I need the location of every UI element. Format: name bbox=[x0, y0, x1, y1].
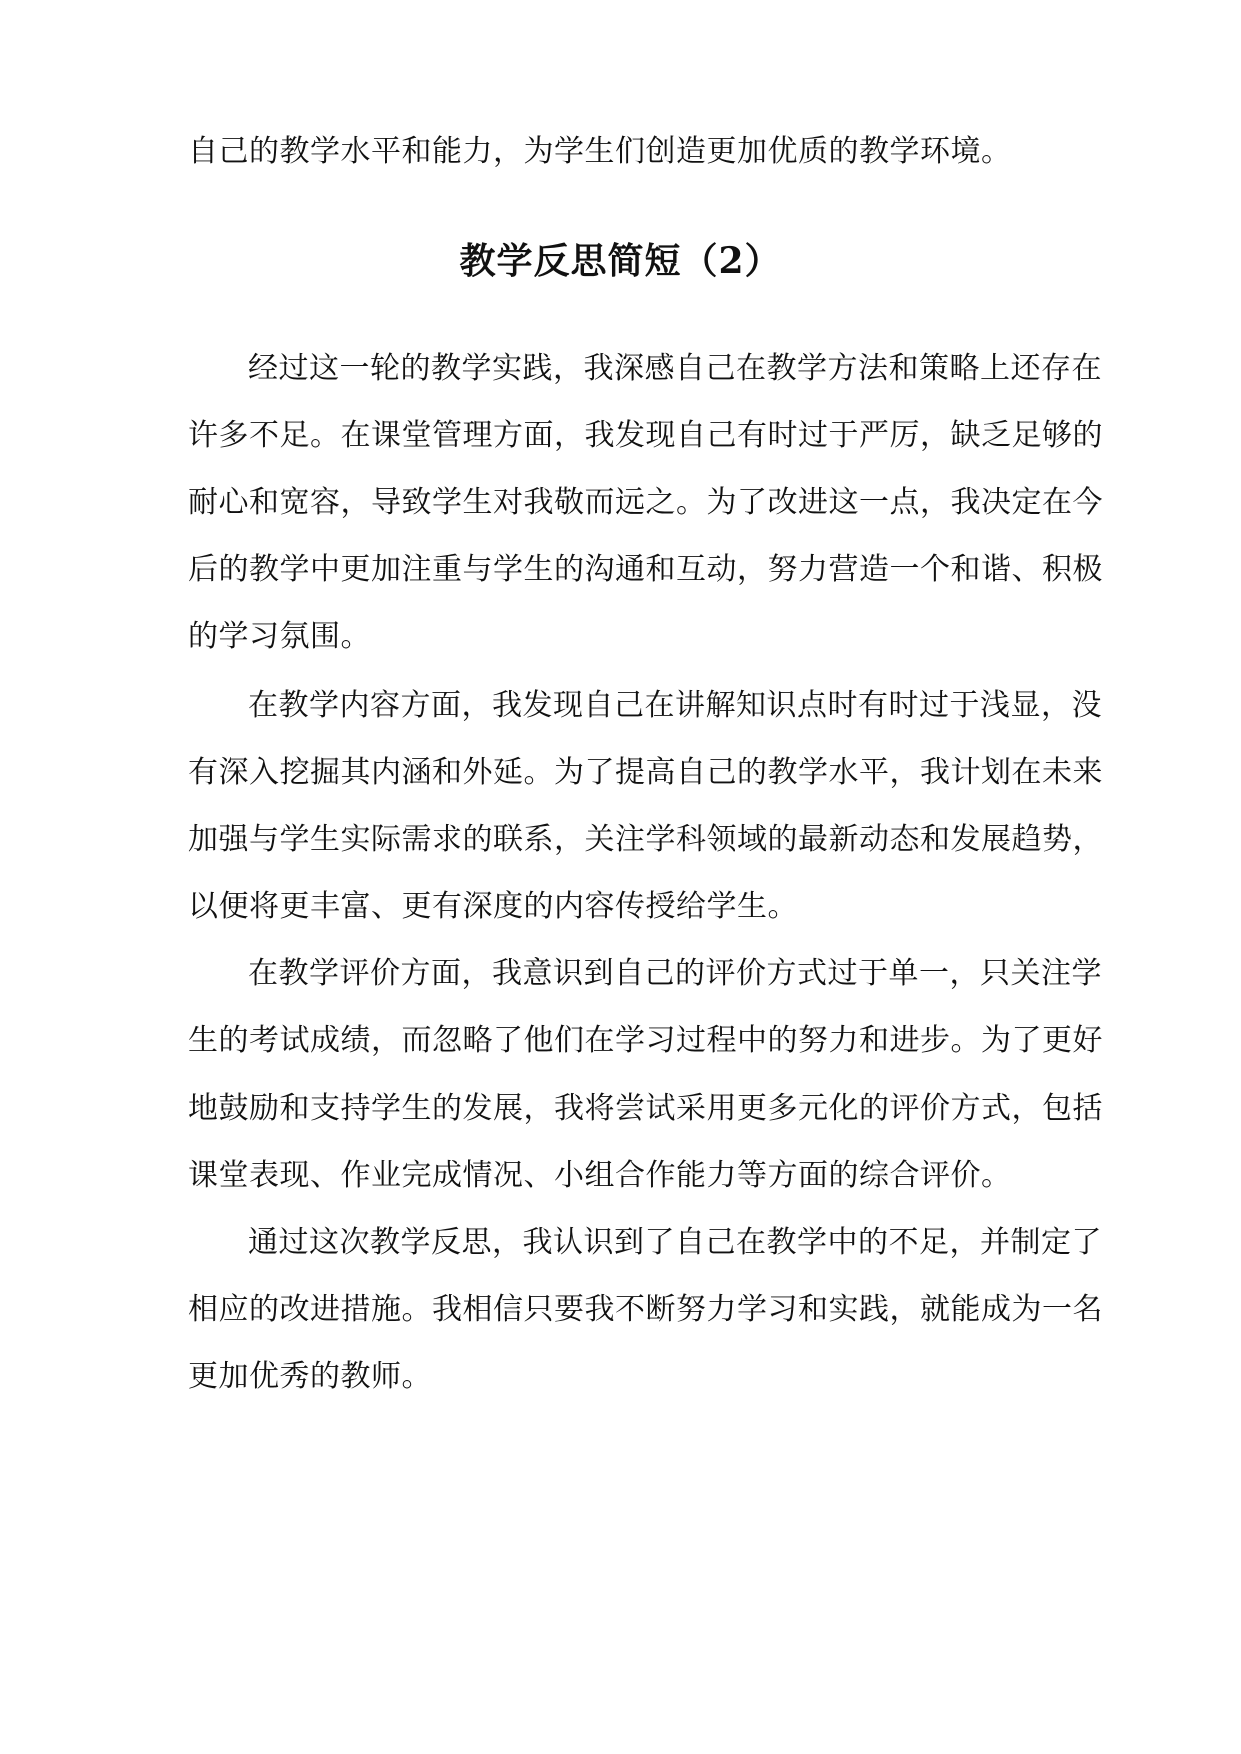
paragraph-line: 许多不足。在课堂管理方面，我发现自己有时过于严厉，缺乏足够的 bbox=[188, 418, 1103, 453]
paragraph-line: 地鼓励和支持学生的发展，我将尝试采用更多元化的评价方式，包括 bbox=[188, 1091, 1103, 1126]
paragraph-line: 在教学评价方面，我意识到自己的评价方式过于单一，只关注学 bbox=[248, 956, 1102, 991]
paragraph-line: 的学习氛围。 bbox=[188, 619, 371, 654]
paragraph-line: 相应的改进措施。我相信只要我不断努力学习和实践，就能成为一名 bbox=[188, 1292, 1103, 1327]
paragraph-line: 更加优秀的教师。 bbox=[188, 1359, 432, 1394]
paragraph-line: 通过这次教学反思，我认识到了自己在教学中的不足，并制定了 bbox=[248, 1225, 1102, 1260]
section-title: 教学反思简短（2） bbox=[459, 240, 782, 282]
paragraph-line: 生的考试成绩，而忽略了他们在学习过程中的努力和进步。为了更好 bbox=[188, 1023, 1103, 1058]
paragraph-line: 有深入挖掘其内涵和外延。为了提高自己的教学水平，我计划在未来 bbox=[188, 755, 1103, 790]
paragraph-line: 经过这一轮的教学实践，我深感自己在教学方法和策略上还存在 bbox=[248, 351, 1102, 386]
paragraph-line: 以便将更丰富、更有深度的内容传授给学生。 bbox=[188, 889, 798, 924]
paragraph-line: 加强与学生实际需求的联系，关注学科领域的最新动态和发展趋势， bbox=[188, 822, 1103, 857]
paragraph-line: 后的教学中更加注重与学生的沟通和互动，努力营造一个和谐、积极 bbox=[188, 552, 1103, 587]
paragraph-line: 在教学内容方面，我发现自己在讲解知识点时有时过于浅显，没 bbox=[248, 688, 1102, 723]
paragraph-line: 课堂表现、作业完成情况、小组合作能力等方面的综合评价。 bbox=[188, 1158, 1012, 1193]
continuation-line: 自己的教学水平和能力，为学生们创造更加优质的教学环境。 bbox=[188, 134, 1012, 169]
paragraph-line: 耐心和宽容，导致学生对我敬而远之。为了改进这一点，我决定在今 bbox=[188, 485, 1103, 520]
